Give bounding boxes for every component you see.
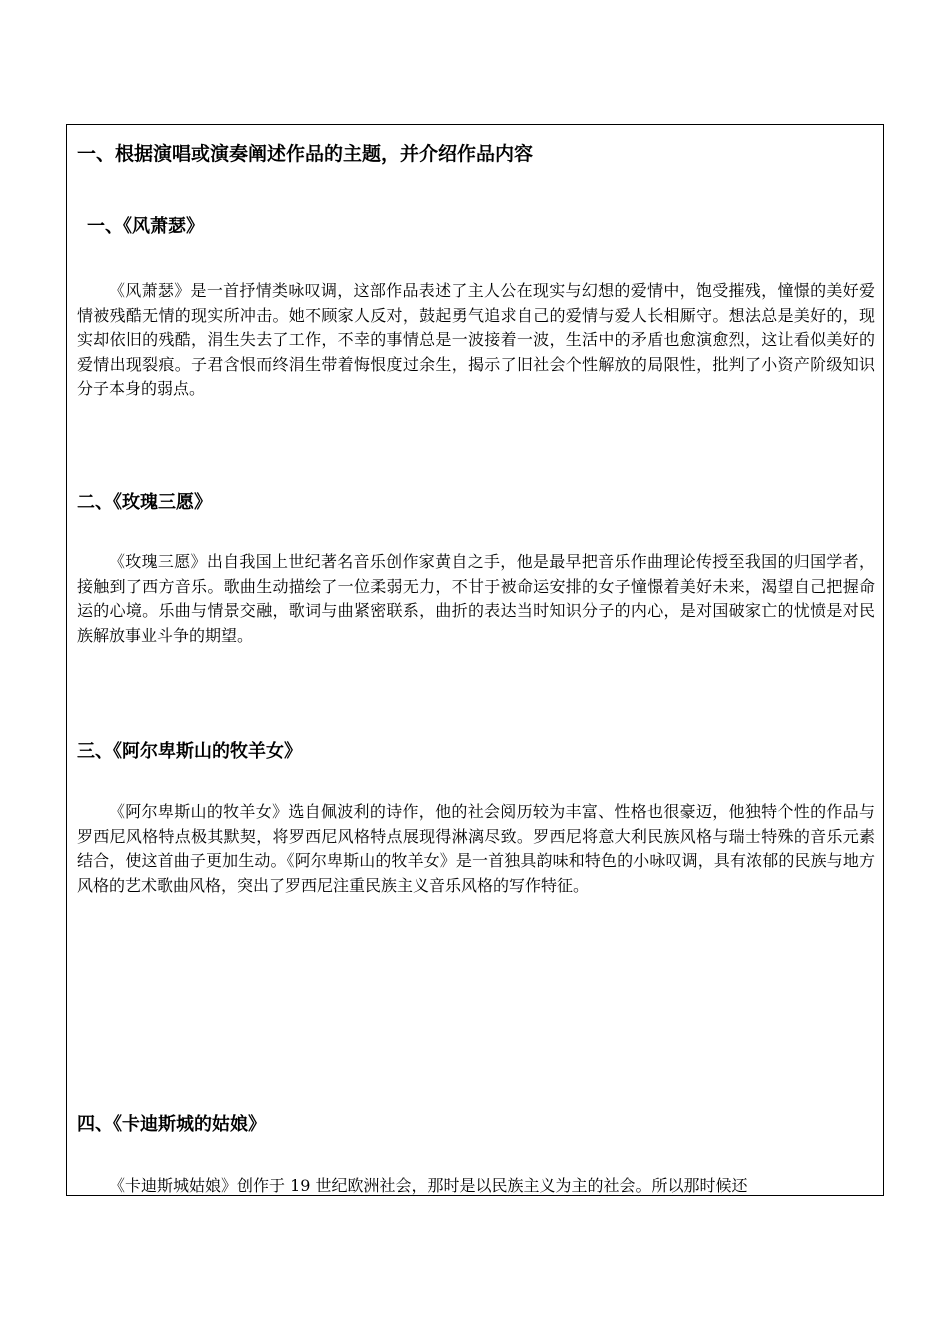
section-3-body: 《阿尔卑斯山的牧羊女》选自佩波利的诗作，他的社会阅历较为丰富、性格也很豪迈，他独特个性的作品与罗西尼风格特点极其默契，将罗西尼风格特点展现得淋漓尽致。罗西尼将意大利民族风格与瑞士特殊的音乐元素结合，使这首曲子更加生动。《阿尔卑斯山的牧羊女》是一首独具韵味和特色的小咏叹调，具有浓郁的民族与地方风格的艺术歌曲风格，突出了罗西尼注重民族主义音乐风格的写作特征。 <box>77 802 875 895</box>
content-box <box>66 124 884 1196</box>
section-4-body: 《卡迪斯城姑娘》创作于 19 世纪欧洲社会，那时是以民族主义为主的社会。所以那时候还 <box>109 1176 748 1195</box>
main-heading: 一、根据演唱或演奏阐述作品的主题，并介绍作品内容 <box>77 143 534 165</box>
section-1-title: 一、《风萧瑟》 <box>87 216 204 237</box>
section-2-body: 《玫瑰三愿》出自我国上世纪著名音乐创作家黄自之手，他是最早把音乐作曲理论传授至我国的归国学者，接触到了西方音乐。歌曲生动描绘了一位柔弱无力，不甘于被命运安排的女子憧憬着美好未来，渴望自己把握命运的心境。乐曲与情景交融，歌词与曲紧密联系，曲折的表达当时知识分子的内心，是对国破家亡的忧愤是对民族解放事业斗争的期望。 <box>77 552 875 645</box>
section-2-title: 二、《玫瑰三愿》 <box>77 492 212 513</box>
section-1-body: 《风萧瑟》是一首抒情类咏叹调，这部作品表述了主人公在现实与幻想的爱情中，饱受摧残，憧憬的美好爱情被残酷无情的现实所冲击。她不顾家人反对，鼓起勇气追求自己的爱情与爱人长相厮守。想法总是美好的，现实却依旧的残酷，涓生失去了工作，不幸的事情总是一波接着一波，生活中的矛盾也愈演愈烈，这让看似美好的爱情出现裂痕。子君含恨而终涓生带着悔恨度过余生，揭示了旧社会个性解放的局限性，批判了小资产阶级知识分子本身的弱点。 <box>77 281 875 398</box>
section-3-title: 三、《阿尔卑斯山的牧羊女》 <box>77 741 302 762</box>
section-4-title: 四、《卡迪斯城的姑娘》 <box>77 1114 266 1135</box>
